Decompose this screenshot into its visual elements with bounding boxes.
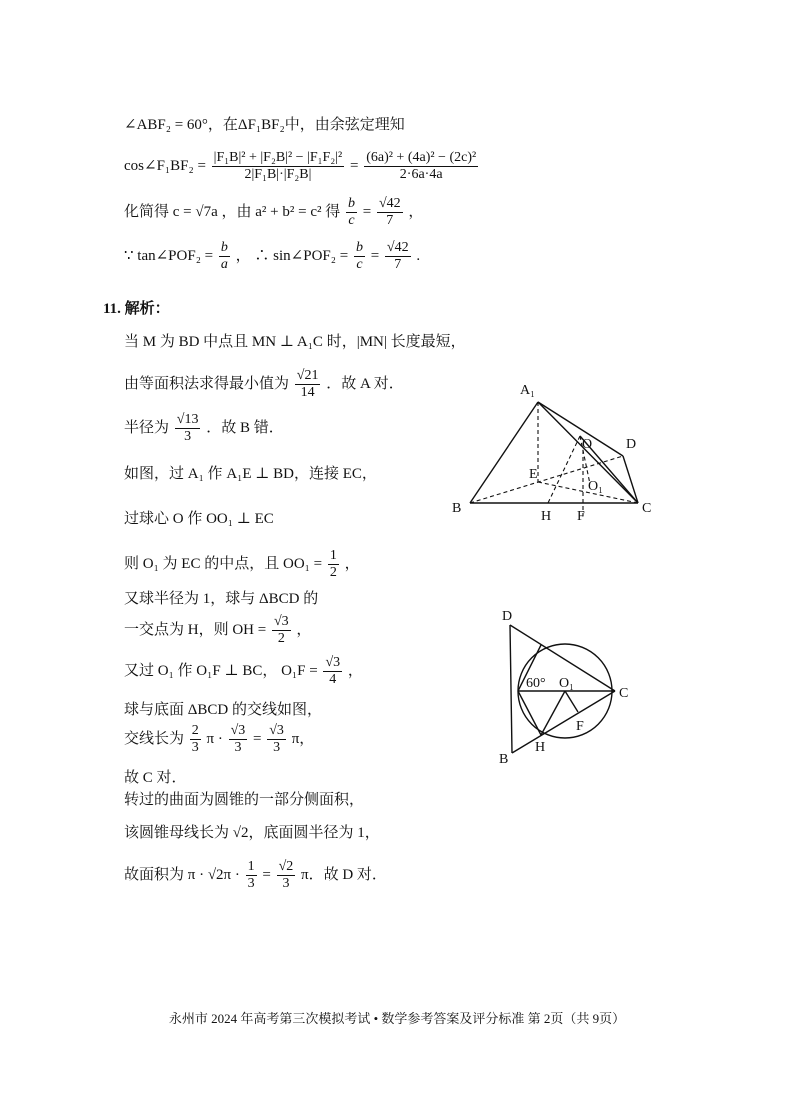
radius-fraction: $\frac{√13}{3}$ [176, 412, 199, 445]
label-c: C [619, 686, 629, 701]
page-footer: 永州市 2024 年高考第三次模拟考试 • 数学参考答案及评分标准 第 2页（共 9页） [168, 1011, 626, 1026]
chord-lower [518, 691, 541, 735]
sol11-l12: 故 C 对． [124, 770, 187, 786]
segment-o-h [548, 436, 580, 503]
value-sqrt42-over-7-2: $\frac{√42}{7}$ [386, 240, 409, 273]
min-value-fraction: $\frac{√21}{14}$ [296, 368, 319, 401]
label-o: O [582, 437, 593, 452]
label-angle: 60° [526, 676, 546, 691]
ratio-b-c: $\frac{b}{c}$ [347, 196, 355, 229]
label-o1: O₁ [588, 479, 603, 494]
ratio-b-c-2: $\frac{b}{c}$ [355, 240, 363, 273]
sol11-l5: 过球心 O 作 OO₁ ⊥ EC [124, 511, 274, 527]
sol10-line3: 化简得 c = √7a ，由 a² + b² = c² 得 $\frac{b}{c}$ = $\frac{√42}{7}$ ， [124, 196, 424, 229]
cosine-lhs: cos∠F₁BF₂ = [124, 158, 206, 175]
label-e: E [529, 467, 538, 482]
label-d: D [626, 437, 637, 452]
sol11-l9: 又过 O₁ 作 O₁F ⊥ BC， O₁F = $\frac{√3}{4}$ ， [124, 655, 363, 688]
sol11-l10: 球与底面 ΔBCD 的交线如图， [124, 702, 322, 718]
base-circle-figure [490, 605, 650, 770]
sol11-l3: 半径为 $\frac{√13}{3}$ ．故 B 错． [124, 412, 284, 445]
label-c: C [642, 501, 652, 516]
sol10-line1-text: ∠ABF₂ = 60°，在ΔF₁BF₂中，由余弦定理知 [124, 117, 405, 133]
cosine-fraction-2: $\frac{\text{(6a)² + (4a)² − (2c)²}}{2\cdot 6a\cdot 4a}$ [366, 150, 477, 183]
value-sqrt42-over-7: $\frac{√42}{7}$ [378, 196, 401, 229]
o1f-fraction: $\frac{√3}{4}$ [325, 655, 341, 688]
segment-o1-f [565, 691, 578, 712]
sol10-line4: ∵ tan∠POF₂ = $\frac{b}{a}$ ， ∴ sin∠POF₂ = $\frac{b}{c}$ = $\frac{√42}{7}$ . [124, 240, 421, 273]
oo1-fraction: $\frac{1}{2}$ [329, 548, 337, 581]
edge-a1-d [538, 402, 623, 456]
arc-fraction-c: $\frac{√3}{3}$ [269, 723, 284, 756]
sol10-line2: cos∠F₁BF₂ = $\frac{\text{|F₁B|² + |F₂B|² − |F₁F₂|²}}{\text{2|F₁B|·|F₂B|}}$ = $\frac{\text{(6a)² + (4a)² − (2c)²}}{2\cdot 6a\cdot 4a}$ [124, 150, 477, 183]
label-a1: A₁ [520, 383, 535, 398]
label-f: F [577, 509, 585, 524]
cosine-fraction-1: $\frac{\text{|F₁B|² + |F₂B|² − |F₁F₂|²}}{\text{2|F₁B|·|F₂B|}}$ [213, 150, 343, 183]
tetrahedron-figure [440, 370, 670, 530]
sol11-l7: 又球半径为 1，球与 ΔBCD 的 [124, 591, 319, 607]
ratio-b-a: $\frac{b}{a}$ [220, 240, 228, 273]
label-o1: O₁ [559, 676, 574, 691]
arc-fraction-a: $\frac{2}{3}$ [191, 723, 199, 756]
sol11-l14: 该圆锥母线长为 √2，底面圆半径为 1， [124, 825, 380, 841]
sol11-l2: 由等面积法求得最小值为 $\frac{√21}{14}$ ．故 A 对． [124, 368, 404, 401]
sol11-l15: 故面积为 π · √2π · $\frac{1}{3}$ = $\frac{√2}{3}$ π．故 D 对． [124, 859, 387, 892]
label-h: H [541, 509, 552, 524]
label-b: B [452, 501, 462, 516]
area-fraction-b: $\frac{√2}{3}$ [278, 859, 294, 892]
label-f: F [576, 719, 584, 734]
label-d: D [502, 609, 513, 624]
area-fraction-a: $\frac{1}{3}$ [247, 859, 255, 892]
sol11-l11: 交线长为 $\frac{2}{3}$ π · $\frac{√3}{3}$ = $\frac{√3}{3}$ π， [124, 723, 315, 756]
sol11-l13: 转过的曲面为圆锥的一部分侧面积， [124, 792, 365, 808]
sol11-heading: 11. 解析： [103, 301, 170, 317]
edge-d-b [510, 625, 512, 753]
oh-fraction: $\frac{√3}{2}$ [273, 614, 289, 647]
label-h: H [535, 740, 546, 755]
edge-a1-b [470, 402, 538, 503]
sol10-line3-text: 化简得 c = √7a ，由 a² + b² = c² 得 [124, 204, 341, 221]
sol11-l8: 一交点为 H，则 OH = $\frac{√3}{2}$ ， [124, 614, 312, 647]
sol11-l4: 如图，过 A₁ 作 A₁E ⊥ BD，连接 EC， [124, 466, 377, 482]
sol11-l6: 则 O₁ 为 EC 的中点，且 OO₁ = $\frac{1}{2}$ ， [124, 548, 360, 581]
sol11-l1: 当 M 为 BD 中点且 MN ⊥ A₁C 时，|MN| 长度最短， [124, 334, 466, 350]
arc-fraction-b: $\frac{√3}{3}$ [230, 723, 246, 756]
label-b: B [499, 752, 509, 767]
sol10-line1 [124, 118, 405, 133]
